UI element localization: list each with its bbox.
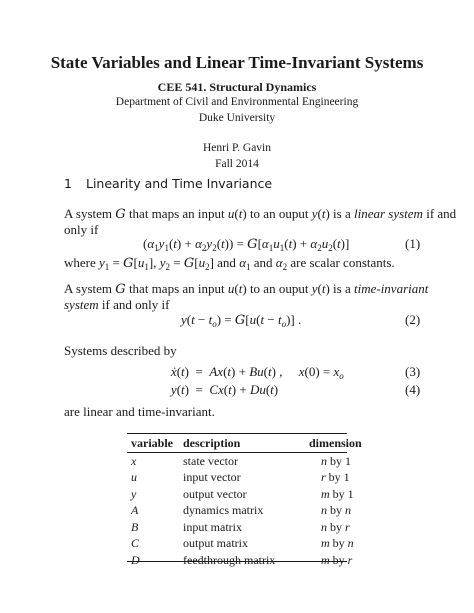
equation-number-2: (2) xyxy=(405,312,421,327)
cell-variable: D xyxy=(131,552,140,567)
cell-variable: y xyxy=(131,486,137,501)
header-description: description xyxy=(183,436,241,450)
cell-variable: C xyxy=(131,536,140,551)
section-heading xyxy=(64,176,272,191)
section-number: 1 xyxy=(64,176,72,191)
header-dimension: dimension xyxy=(309,436,362,450)
cell-dimension: m by n xyxy=(321,536,354,551)
course-name: CEE 541. Structural Dynamics xyxy=(157,80,317,94)
table-body xyxy=(127,453,368,569)
table-row xyxy=(127,519,368,536)
equation-1: $(\alpha_1y_1(t) + \alpha_2y_2(t)) = G[\alpha_1u_1(t) + \alpha_2u_2(t)]$ xyxy=(143,236,350,253)
equation-2: $y(t - t_o) = G[u(t - t_o)]$ . xyxy=(181,312,302,329)
table-row xyxy=(127,503,368,520)
cell-dimension: r by 1 xyxy=(321,470,350,485)
header-variable: variable xyxy=(131,436,173,450)
equation-4: y(t) = Cx(t) + Du(t) xyxy=(170,382,279,397)
department: Department of Civil and Environmental Engineering xyxy=(115,96,359,108)
paragraph-time-invariant-definition: A system G that maps an input u(t) to an ouput y(t) is a time-invariant xyxy=(64,281,429,297)
cell-description: output matrix xyxy=(183,536,248,551)
cell-dimension: n by r xyxy=(321,519,350,534)
cell-variable: A xyxy=(131,503,139,518)
table-row xyxy=(127,486,368,503)
cell-description: output vector xyxy=(183,486,247,501)
table-row xyxy=(127,552,368,569)
cell-dimension: n by 1 xyxy=(321,453,351,468)
cell-description: feedthrough matrix xyxy=(183,552,276,567)
paragraph-linear-time-invariant: are linear and time-invariant. xyxy=(64,404,215,419)
paragraph-linear-definition: A system G that maps an input u(t) to an ouput y(t) is a linear system if and xyxy=(64,206,457,222)
university: Duke University xyxy=(198,112,276,124)
cell-dimension: n by n xyxy=(321,503,351,518)
equation-3: ẋ(t) = Ax(t) + Bu(t) , $x(0) = x_o$ xyxy=(170,364,344,381)
cell-description: dynamics matrix xyxy=(183,503,264,518)
cell-description: input vector xyxy=(183,470,241,485)
cell-description: input matrix xyxy=(183,519,242,534)
section-title: Linearity and Time Invariance xyxy=(86,176,273,191)
paragraph-time-invariant-line2: system if and only if xyxy=(64,297,170,312)
cell-variable: x xyxy=(131,453,137,468)
cell-variable: u xyxy=(131,470,137,485)
cell-dimension: m by r xyxy=(321,552,353,567)
paper-title: State Variables and Linear Time-Invariant Systems xyxy=(50,53,424,72)
cell-variable: B xyxy=(131,519,139,534)
table-row xyxy=(127,453,368,470)
paragraph-systems-described: Systems described by xyxy=(64,343,177,358)
equation-number-3: (3) xyxy=(405,364,421,379)
equation-number-1: (1) xyxy=(405,236,421,251)
author: Henri P. Gavin xyxy=(202,142,272,154)
equation-number-4: (4) xyxy=(405,382,421,397)
cell-dimension: m by 1 xyxy=(321,486,354,501)
table-row xyxy=(127,470,368,487)
table-header-row xyxy=(127,434,368,453)
variables-table xyxy=(127,434,368,569)
paragraph-where: where $y_1 = G[u_1]$, $y_2 = G[u_2]$ and $\alpha_1$ and $\alpha_2$ are scalar constants. xyxy=(64,255,395,272)
paragraph-linear-line2: only if xyxy=(64,222,99,237)
table-row xyxy=(127,536,368,553)
cell-description: state vector xyxy=(183,453,238,468)
date: Fall 2014 xyxy=(215,158,259,170)
